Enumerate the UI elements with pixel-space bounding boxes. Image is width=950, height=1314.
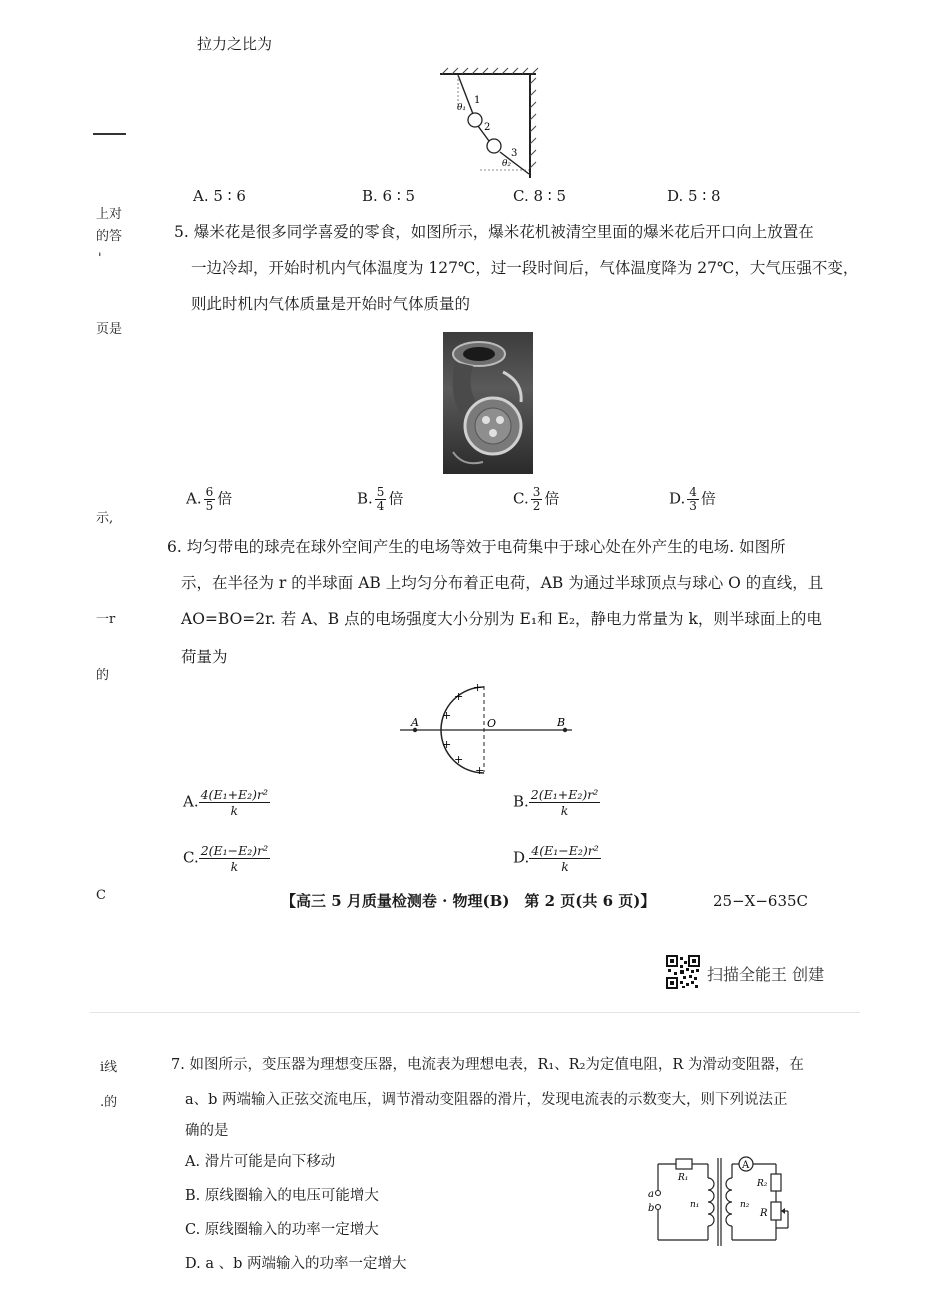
terminal-b xyxy=(656,1205,661,1210)
svg-text:A: A xyxy=(411,716,419,729)
svg-text:+: + xyxy=(442,709,452,722)
q4-figure xyxy=(428,66,544,178)
svg-text:1: 1 xyxy=(474,95,481,106)
q4-option-b: B. 6 ∶ 5 xyxy=(362,187,416,205)
secondary-coil xyxy=(726,1178,732,1226)
svg-text:n₂: n₂ xyxy=(740,1200,750,1210)
terminal-a xyxy=(656,1191,661,1196)
svg-text:B: B xyxy=(557,716,566,729)
q6-option-d: D. $\frac{\text{4(E₁−E₂)r²}}{k}$ xyxy=(513,843,599,874)
margin-note: C xyxy=(96,888,106,903)
svg-text:2: 2 xyxy=(484,122,491,133)
q6-line-4: 荷量为 xyxy=(181,648,228,666)
svg-text:θ₂: θ₂ xyxy=(502,159,512,169)
page-footer-title: 【高三 5 月质量检测卷 · 物理(B) 第 2 页(共 6 页)】 xyxy=(281,892,656,910)
margin-note: 一r xyxy=(96,612,116,627)
q5-option-c: C. $\frac{3}{2}$ 倍 xyxy=(513,485,560,513)
q7-line-2: a、b 两端输入正弦交流电压，调节滑动变阻器的滑片，发现电流表的示数变大，则下列说法正 xyxy=(185,1092,788,1108)
margin-note: 示, xyxy=(96,511,114,526)
rheostat-r xyxy=(771,1202,781,1220)
popcorn-machine-icon xyxy=(443,332,533,474)
q5-line-1: 5. 爆米花是很多同学喜爱的零食，如图所示，爆米花机被清空里面的爆米花后开口向上放置在 xyxy=(174,223,814,241)
q7-line-3: 确的是 xyxy=(185,1123,229,1139)
q4-option-d: D. 5 ∶ 8 xyxy=(667,187,721,205)
svg-text:R₂: R₂ xyxy=(757,1179,768,1189)
q7-option-c: C. 原线圈输入的功率一定增大 xyxy=(185,1222,379,1238)
svg-text:+: + xyxy=(442,738,452,751)
q6-line-3: AO=BO=2r. 若 A、B 点的电场强度大小分别为 E₁和 E₂，静电力常量为 k，则半球面上的电 xyxy=(181,610,822,628)
margin-note: 页是 xyxy=(96,322,123,337)
transformer-circuit xyxy=(642,1152,790,1252)
q5-option-b: B. $\frac{5}{4}$ 倍 xyxy=(357,485,404,513)
ball-2 xyxy=(487,139,501,153)
margin-note: 的答 xyxy=(96,229,123,244)
q4-option-a: A. 5 ∶ 6 xyxy=(193,187,246,205)
primary-coil xyxy=(708,1178,714,1226)
ball-1 xyxy=(468,113,482,127)
q5-option-d: D. $\frac{4}{3}$ 倍 xyxy=(669,485,716,513)
q5-line-2: 一边冷却，开始时机内气体温度为 127℃，过一段时间后，气体温度降为 27℃，大气压强不变， xyxy=(191,259,859,277)
q7-line-1: 7. 如图所示，变压器为理想变压器，电流表为理想电表，R₁、R₂为定值电阻，R 为滑动变阻器，在 xyxy=(171,1057,804,1073)
q7-option-a: A. 滑片可能是向下移动 xyxy=(185,1154,336,1170)
q6-line-2: 示，在半径为 r 的半球面 AB 上均匀分布着正电荷，AB 为通过半球顶点与球心 O 的直线，且 xyxy=(181,574,824,592)
q4-intro: 拉力之比为 xyxy=(197,35,273,53)
qr-code-icon xyxy=(666,955,700,989)
resistor-r2 xyxy=(771,1174,781,1191)
popcorn-machine-photo xyxy=(443,332,533,474)
q6-option-b: B. $\frac{\text{2(E₁+E₂)r²}}{k}$ xyxy=(513,787,599,818)
page-separator xyxy=(90,1012,860,1013)
q5-line-3: 则此时机内气体质量是开始时气体质量的 xyxy=(191,295,471,313)
margin-note: 的 xyxy=(96,668,110,683)
q7-option-b: B. 原线圈输入的电压可能增大 xyxy=(185,1188,379,1204)
svg-text:R₁: R₁ xyxy=(678,1173,689,1183)
svg-text:+: + xyxy=(454,753,464,766)
svg-text:n₁: n₁ xyxy=(690,1200,700,1210)
scanner-watermark: 扫描全能王 创建 xyxy=(707,965,825,984)
svg-text:a: a xyxy=(648,1189,654,1200)
svg-text:+: + xyxy=(473,681,483,694)
hemisphere-figure xyxy=(396,681,580,777)
svg-text:θ₁: θ₁ xyxy=(457,103,467,113)
svg-text:3: 3 xyxy=(511,148,518,159)
q7-option-d: D. a 、b 两端输入的功率一定增大 xyxy=(185,1256,407,1272)
q5-option-a: A. $\frac{6}{5}$ 倍 xyxy=(186,485,233,513)
q6-option-c: C. $\frac{\text{2(E₁−E₂)r²}}{k}$ xyxy=(183,843,269,874)
q6-option-a: A. $\frac{\text{4(E₁+E₂)r²}}{k}$ xyxy=(183,787,269,818)
margin-note: 上对 xyxy=(96,207,123,222)
svg-text:+: + xyxy=(454,690,464,703)
svg-text:A: A xyxy=(742,1160,750,1171)
margin-note: .的 xyxy=(100,1095,118,1110)
page-footer-code: 25−X−635C xyxy=(713,892,809,910)
margin-rule xyxy=(93,133,126,135)
q6-line-1: 6. 均匀带电的球壳在球外空间产生的电场等效于电荷集中于球心处在外产生的电场. 如图所 xyxy=(167,538,786,556)
margin-note: ' xyxy=(98,251,102,266)
svg-text:+: + xyxy=(475,764,485,777)
q4-option-c: C. 8 ∶ 5 xyxy=(513,187,567,205)
svg-text:R: R xyxy=(760,1208,768,1219)
margin-note: i线 xyxy=(100,1060,118,1075)
svg-text:O: O xyxy=(487,717,497,730)
resistor-r1 xyxy=(676,1159,692,1169)
svg-text:b: b xyxy=(648,1203,655,1214)
